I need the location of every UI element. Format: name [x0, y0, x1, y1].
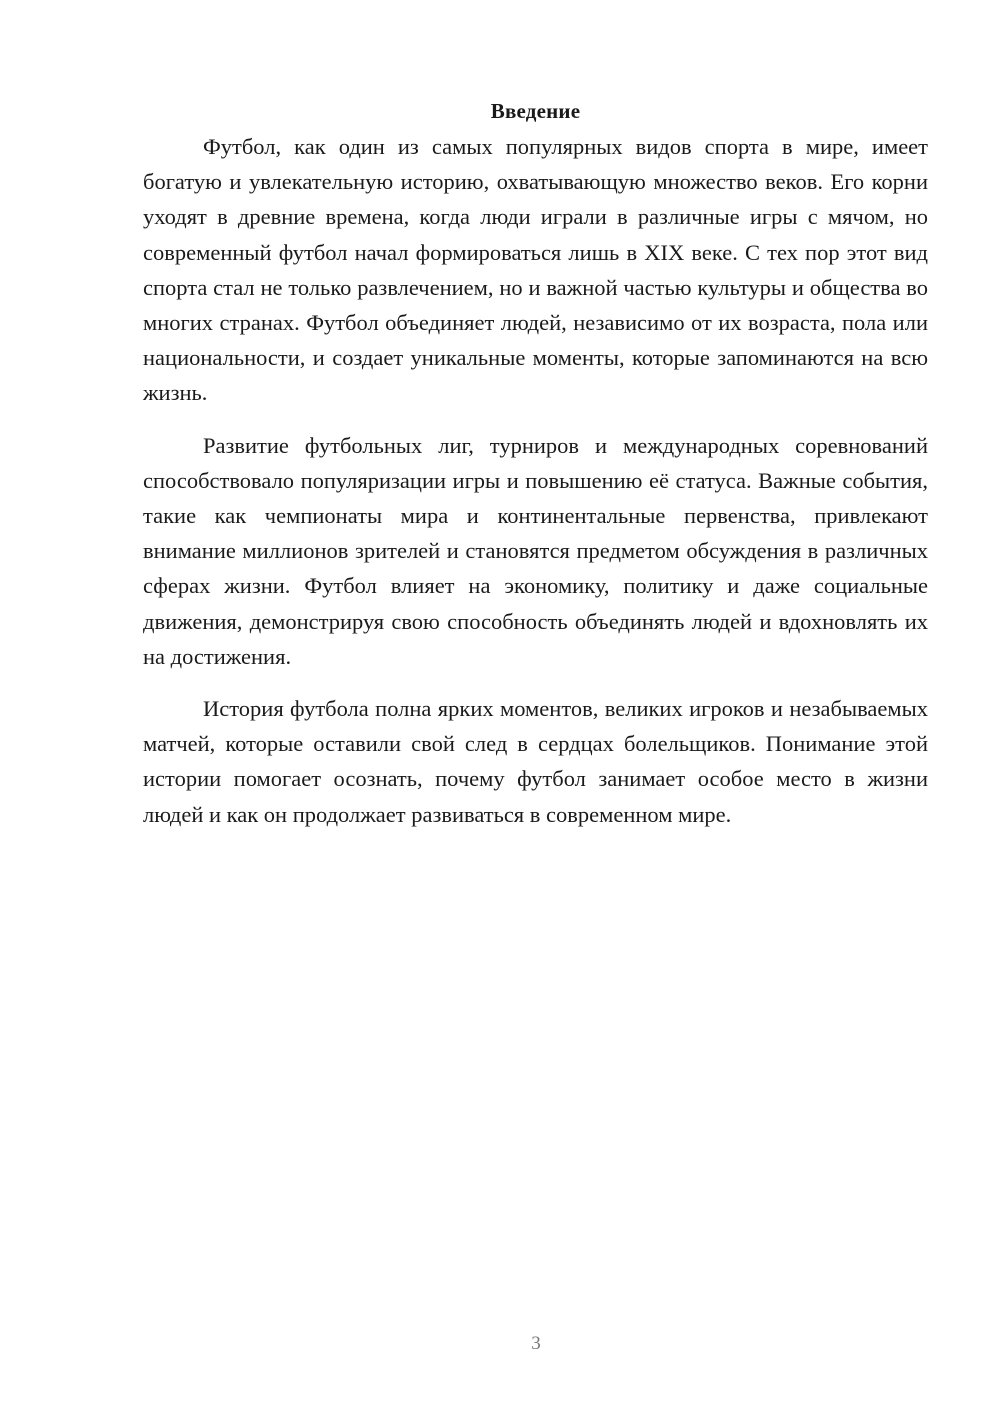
paragraph: Футбол, как один из самых популярных видов спорта в мире, имеет богатую и увлекательную историю, охватывающую множество веков. Его корни уходят в древние времена, когда люди играли в различные игры с мячом, но современный футбол начал формироваться лишь в XIX веке. С тех пор этот вид спорта стал не только развлечением, но и важной частью культуры и общества во многих странах. Футбол объединяет людей, независимо от их возраста, пола или национальности, и создает уникальные моменты, которые запоминаются на всю жизнь.: [143, 134, 928, 406]
page-content: [143, 95, 928, 849]
section-heading: Введение: [490, 99, 581, 123]
paragraph: Развитие футбольных лиг, турниров и международных соревнований способствовало популяризации игры и повышению её статуса. Важные события, такие как чемпионаты мира и континентальные первенства, привлекают внимание миллионов зрителей и становятся предметом обсуждения в различных сферах жизни. Футбол влияет на экономику, политику и даже социальные движения, демонстрируя свою способность объединять людей и вдохновлять их на достижения.: [143, 432, 928, 669]
paragraph: История футбола полна ярких моментов, великих игроков и незабываемых матчей, которые оставили свой след в сердцах болельщиков. Понимание этой истории помогает осознать, почему футбол занимает особое место в жизни людей и как он продолжает развиваться в современном мире.: [143, 696, 928, 827]
page-number: 3: [531, 1333, 541, 1354]
